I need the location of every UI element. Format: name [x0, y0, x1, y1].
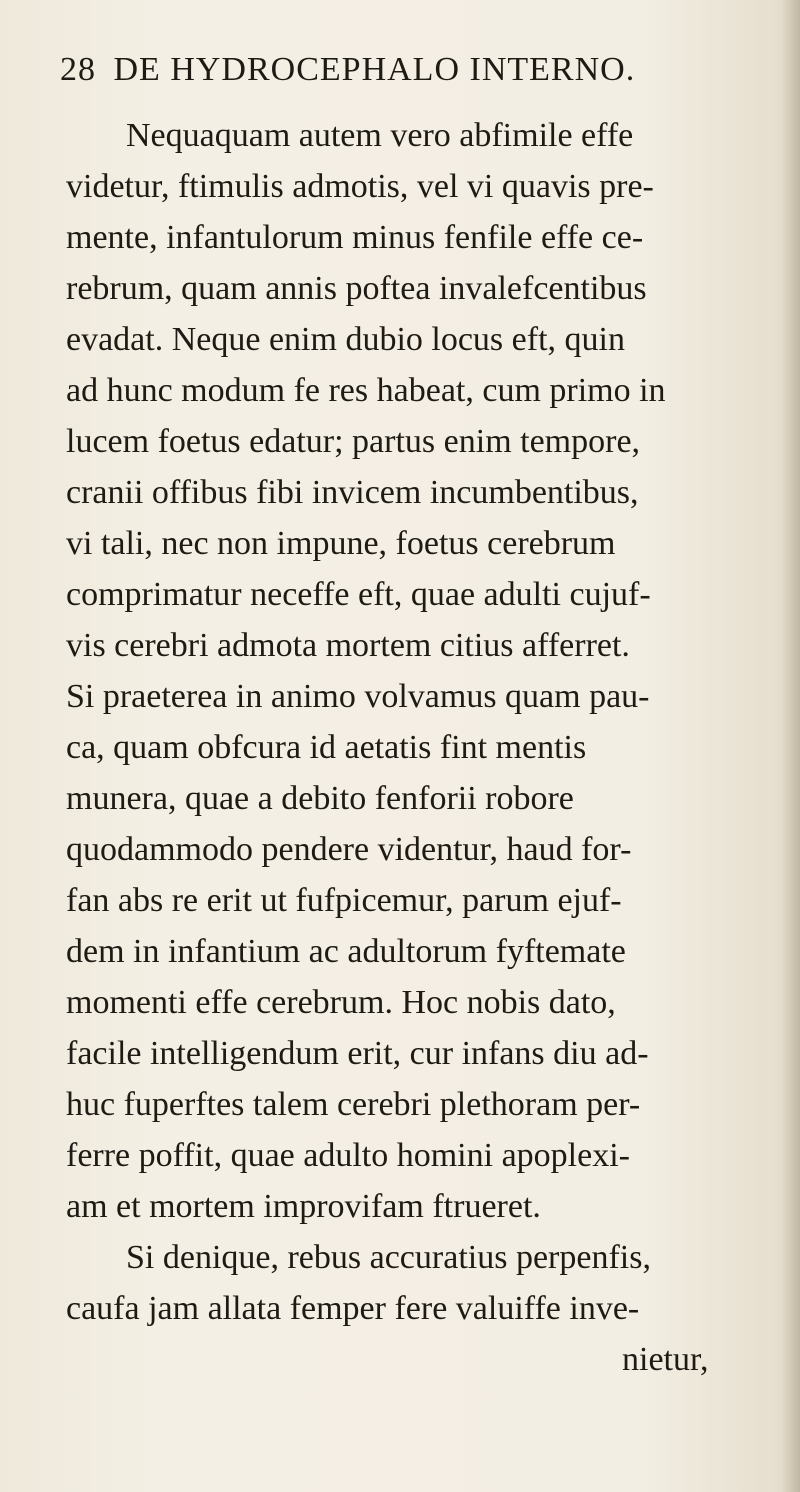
text-line: dem in infantium ac adultorum fyftemate	[66, 933, 626, 970]
text-line: vi tali, nec non impune, foetus cerebrum	[66, 525, 616, 562]
text-line: comprimatur neceffe eft, quae adulti cujuf-	[66, 576, 651, 613]
running-header	[60, 50, 740, 90]
text-line: Si denique, rebus accuratius perpenfis,	[126, 1239, 651, 1276]
text-line: ca, quam obfcura id aetatis fint mentis	[66, 729, 587, 766]
running-title: DE HYDROCEPHALO INTERNO.	[113, 51, 636, 88]
page-edge-shadow	[782, 0, 800, 1492]
text-line: ad hunc modum fe res habeat, cum primo in	[66, 372, 666, 409]
page-number: 28	[60, 51, 96, 88]
text-line: evadat. Neque enim dubio locus eft, quin	[66, 321, 625, 358]
text-line: fan abs re erit ut fufpicemur, parum ejuf-	[66, 882, 622, 919]
text-line: vis cerebri admota mortem citius afferret.	[66, 627, 630, 664]
text-line: caufa jam allata femper fere valuiffe inve-	[66, 1290, 640, 1327]
catchword-line: nietur,	[622, 1341, 709, 1378]
text-line: ferre poffit, quae adulto homini apoplexi-	[66, 1137, 630, 1174]
text-line: huc fuperftes talem cerebri plethoram per-	[66, 1086, 641, 1123]
text-line: munera, quae a debito fenforii robore	[66, 780, 574, 817]
text-line: Nequaquam autem vero abfimile effe	[126, 117, 634, 154]
text-line: am et mortem improvifam ftrueret.	[66, 1188, 541, 1225]
text-line: lucem foetus edatur; partus enim tempore,	[66, 423, 641, 460]
text-line: facile intelligendum erit, cur infans diu ad-	[66, 1035, 649, 1072]
text-line: quodammodo pendere videntur, haud for-	[66, 831, 632, 868]
text-line: cranii offibus fibi invicem incumbentibus,	[66, 474, 639, 511]
text-line: rebrum, quam annis poftea invalefcentibus	[66, 270, 647, 307]
text-line: mente, infantulorum minus fenfile effe ce-	[66, 219, 644, 256]
text-line: Si praeterea in animo volvamus quam pau-	[66, 678, 650, 715]
text-line: videtur, ftimulis admotis, vel vi quavis pre-	[66, 168, 654, 205]
text-line: momenti effe cerebrum. Hoc nobis dato,	[66, 984, 616, 1021]
